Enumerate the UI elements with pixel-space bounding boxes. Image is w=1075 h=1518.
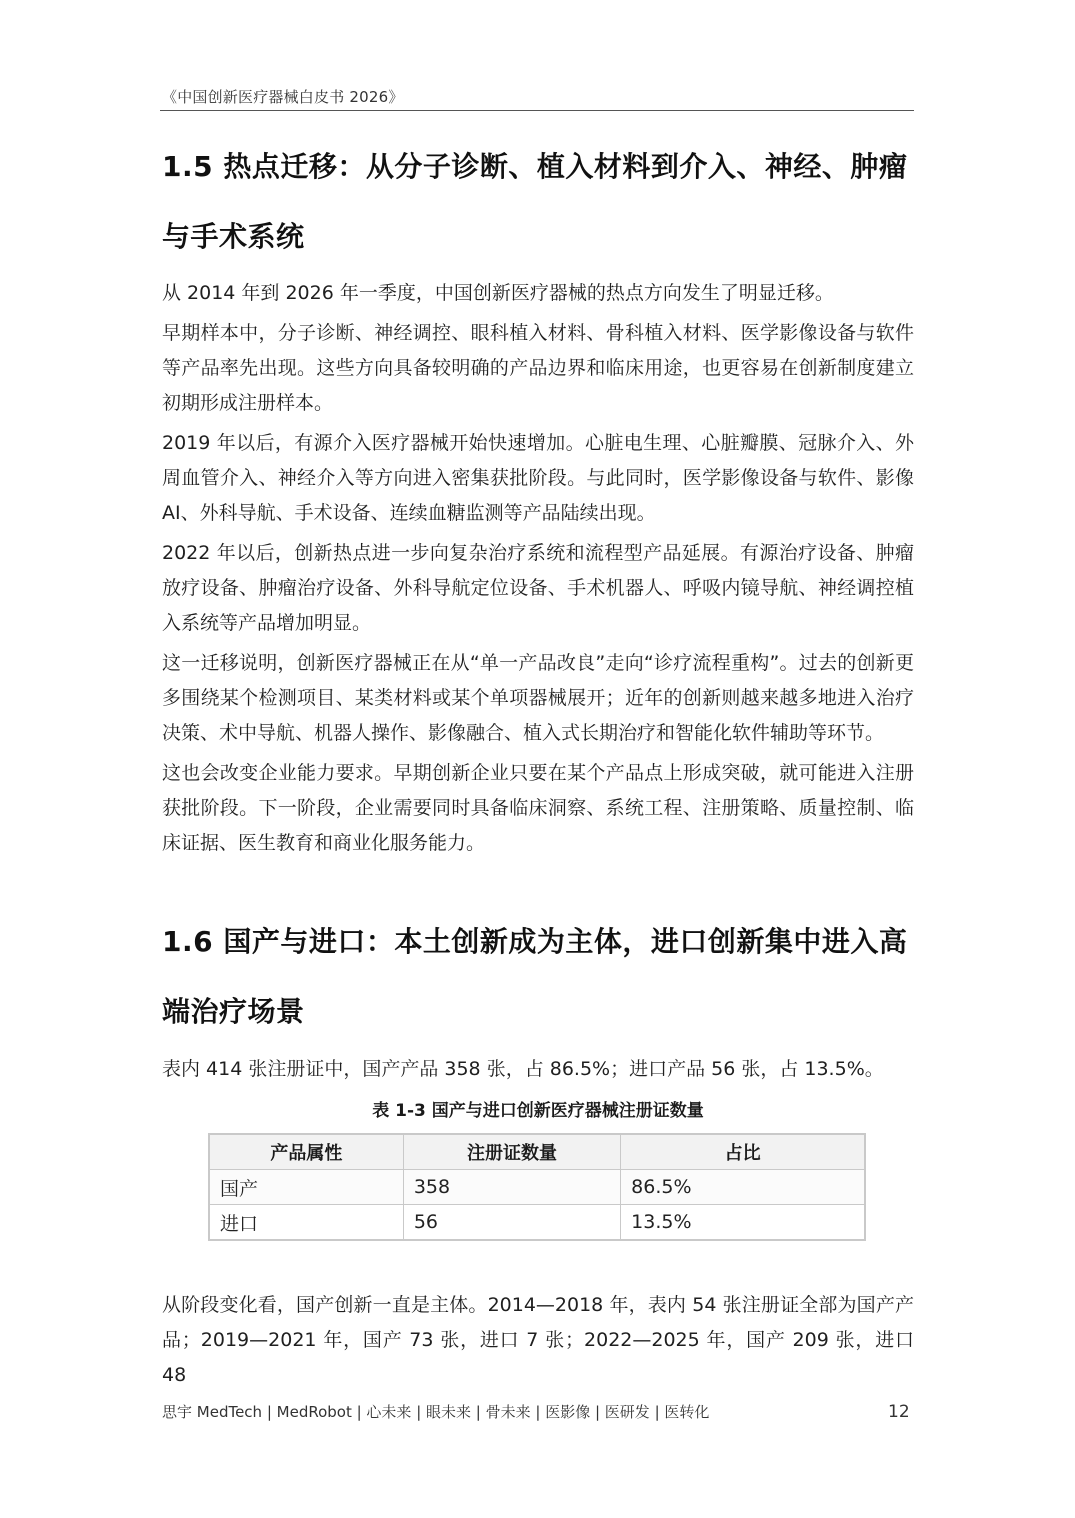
page-number: 12	[888, 1402, 910, 1422]
paragraph: 2019 年以后，有源介入医疗器械开始快速增加。心脏电生理、心脏瓣膜、冠脉介入、外周血管介入、神经介入等方向进入密集获批阶段。与此同时，医学影像设备与软件、影像 AI、外科导航、手术设备、连续血糖监测等产品陆续出现。	[162, 432, 914, 524]
column-header: 注册证数量	[403, 1134, 620, 1170]
paragraph: 这一迁移说明，创新医疗器械正在从“单一产品改良”走向“诊疗流程重构”。过去的创新更多围绕某个检测项目、某类材料或某个单项器械展开；近年的创新则越来越多地进入治疗决策、术中导航、机器人操作、影像融合、植入式长期治疗和智能化软件辅助等环节。	[162, 652, 914, 744]
paragraph: 从阶段变化看，国产创新一直是主体。2014—2018 年，表内 54 张注册证全部为国产产品；2019—2021 年，国产 73 张，进口 7 张；2022—2025 年，国产 209 张，进口 48	[162, 1294, 914, 1386]
column-header: 产品属性	[209, 1134, 403, 1170]
section-1-6-heading-line2: 端治疗场景	[162, 995, 305, 1028]
paragraph: 2022 年以后，创新热点进一步向复杂治疗系统和流程型产品延展。有源治疗设备、肿瘤放疗设备、肿瘤治疗设备、外科导航定位设备、手术机器人、呼吸内镜导航、神经调控植入系统等产品增加明显。	[162, 542, 914, 634]
footer-text: 思宇 MedTech | MedRobot | 心未来 | 眼未来 | 骨未来 | 医影像 | 医研发 | 医转化	[162, 1403, 710, 1421]
paragraph: 表内 414 张注册证中，国产产品 358 张，占 86.5%；进口产品 56 张，占 13.5%。	[162, 1058, 884, 1080]
table-cell: 56	[403, 1205, 620, 1241]
section-1-6-heading-line1: 1.6 国产与进口：本土创新成为主体，进口创新集中进入高	[162, 925, 908, 958]
table-cell: 13.5%	[621, 1205, 865, 1241]
table-cell: 358	[403, 1170, 620, 1205]
paragraph: 从 2014 年到 2026 年一季度，中国创新医疗器械的热点方向发生了明显迁移。	[162, 282, 834, 304]
table-cell: 进口	[209, 1205, 403, 1241]
paragraph: 早期样本中，分子诊断、神经调控、眼科植入材料、骨科植入材料、医学影像设备与软件等产品率先出现。这些方向具备较明确的产品边界和临床用途，也更容易在创新制度建立初期形成注册样本。	[162, 322, 914, 414]
running-header: 《中国创新医疗器械白皮书 2026》	[162, 88, 404, 106]
paragraph: 这也会改变企业能力要求。早期创新企业只要在某个产品点上形成突破，就可能进入注册获批阶段。下一阶段，企业需要同时具备临床洞察、系统工程、注册策略、质量控制、临床证据、医生教育和商业化服务能力。	[162, 762, 914, 854]
table-cell: 国产	[209, 1170, 403, 1205]
table-caption: 表 1-3 国产与进口创新医疗器械注册证数量	[372, 1101, 704, 1121]
table-row	[209, 1205, 865, 1241]
registration-table	[208, 1133, 866, 1241]
section-1-5-heading-line1: 1.5 热点迁移：从分子诊断、植入材料到介入、神经、肿瘤	[162, 150, 908, 183]
column-header: 占比	[621, 1134, 865, 1170]
table-header-row	[209, 1134, 865, 1170]
header-divider	[160, 110, 914, 111]
table-row	[209, 1170, 865, 1205]
table-cell: 86.5%	[621, 1170, 865, 1205]
section-1-5-heading-line2: 与手术系统	[162, 220, 305, 253]
